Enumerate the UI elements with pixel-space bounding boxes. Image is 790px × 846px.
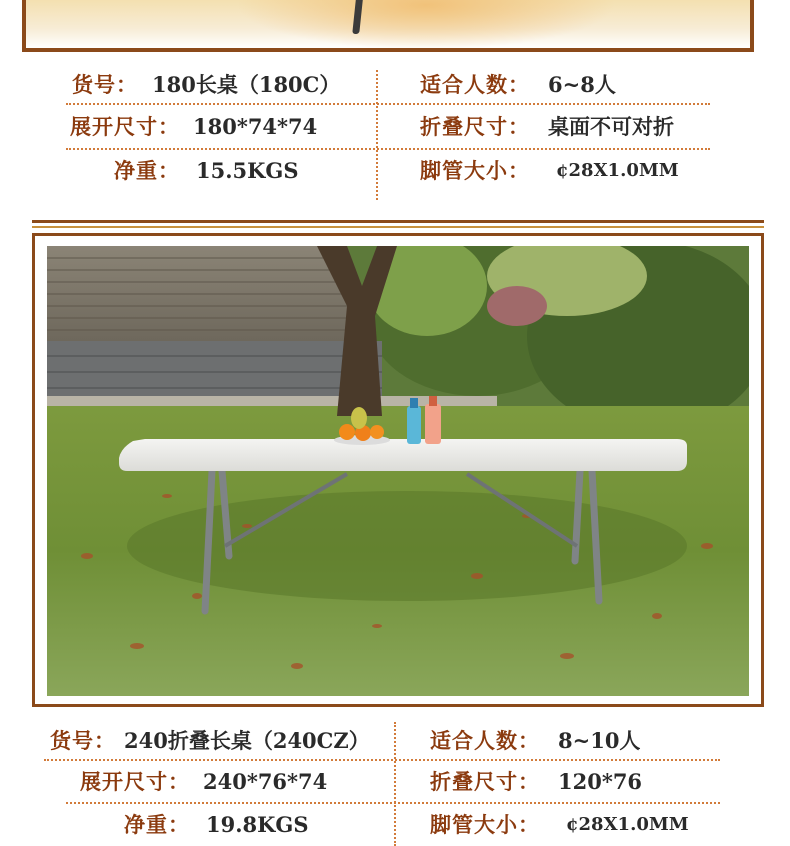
lamp-glow: [236, 0, 616, 50]
section-divider: [32, 220, 764, 228]
table-photo: [47, 246, 749, 696]
fold-size-value: 桌面不可对折: [548, 114, 674, 139]
weight-label: 净重：: [114, 158, 180, 183]
leg-size-label: 脚管大小：: [420, 158, 530, 183]
open-size-label: 展开尺寸：: [80, 769, 190, 794]
people-value: 8~10人: [558, 728, 641, 753]
leg-size-value: ¢28X1.0MM: [556, 159, 679, 181]
open-size-value: 240*76*74: [203, 768, 328, 794]
leg-size-label: 脚管大小：: [430, 812, 540, 837]
fold-size-label: 折叠尺寸：: [420, 114, 530, 139]
leg-size-value: ¢28X1.0MM: [566, 813, 689, 835]
spec-row: [0, 64, 790, 104]
weight-value: 15.5KGS: [196, 157, 299, 183]
spec-table-240: [0, 720, 790, 846]
open-size-value: 180*74*74: [193, 113, 318, 139]
model-label: 货号：: [50, 728, 116, 753]
spec-table-180: [0, 64, 790, 194]
top-photo-frame: [22, 0, 754, 52]
spec-row: [0, 761, 790, 801]
spec-row: [0, 106, 790, 146]
people-label: 适合人数：: [430, 728, 540, 753]
weight-value: 19.8KGS: [206, 811, 309, 837]
fold-size-value: 120*76: [558, 768, 643, 794]
weight-label: 净重：: [124, 812, 190, 837]
model-value: 180长桌（180C）: [152, 72, 341, 97]
spec-row: [0, 804, 790, 844]
model-value: 240折叠长桌（240CZ）: [124, 728, 370, 753]
fold-size-label: 折叠尺寸：: [430, 769, 540, 794]
garden-table-scene: [47, 246, 749, 696]
open-size-label: 展开尺寸：: [70, 114, 180, 139]
spec-row: [0, 720, 790, 760]
people-label: 适合人数：: [420, 72, 530, 97]
main-photo-frame: [32, 233, 764, 707]
people-value: 6~8人: [548, 72, 616, 97]
model-label: 货号：: [72, 72, 138, 97]
spec-row: [0, 150, 790, 190]
